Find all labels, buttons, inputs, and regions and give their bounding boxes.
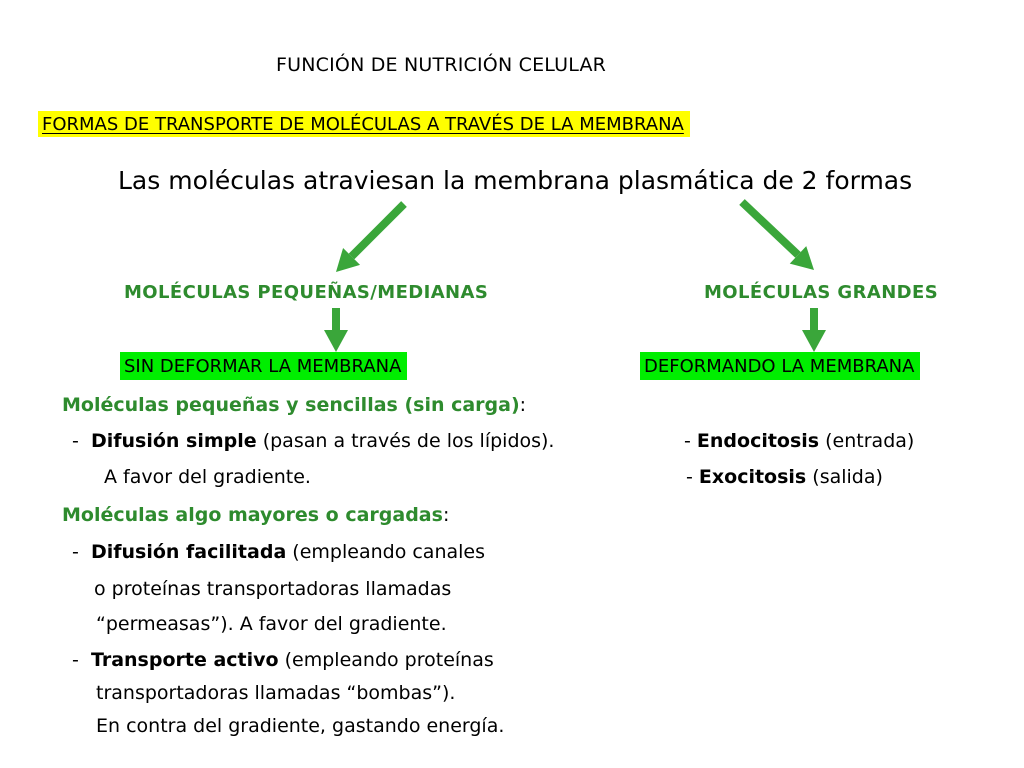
endocytosis-desc: (entrada) [819, 430, 915, 452]
endo-dash: - [684, 430, 691, 452]
simple-diffusion-line [72, 430, 554, 452]
active-transport-desc: (empleando proteínas [278, 649, 494, 671]
facilitated-line3: “permeasas”). A favor del gradiente. [96, 613, 447, 635]
exocytosis-line [686, 466, 883, 488]
mode-without-deforming: SIN DEFORMAR LA MEMBRANA [120, 352, 407, 380]
exo-dash: - [686, 466, 693, 488]
arrow-to-large-shaft [742, 202, 798, 255]
category-small-medium: MOLÉCULAS PEQUEÑAS/MEDIANAS [124, 282, 489, 303]
group1-heading-line [62, 394, 526, 416]
facilitated-dash: - [72, 541, 79, 563]
active-transport-line [72, 649, 494, 671]
active-line2: transportadoras llamadas “bombas”). [96, 682, 456, 704]
endocytosis-line [684, 430, 914, 452]
exocytosis-term: Exocitosis [698, 466, 807, 488]
simple-diffusion-desc: (pasan a través de los lípidos). [256, 430, 555, 452]
facilitated-line2: o proteínas transportadoras llamadas [94, 578, 452, 600]
arrow-to-small-medium-shaft [352, 204, 404, 256]
active-dash: - [72, 649, 79, 671]
arrow-to-without-deforming [324, 308, 348, 352]
facilitated-diffusion-desc: (empleando canales [286, 541, 485, 563]
arrow-to-large [742, 202, 814, 270]
endocytosis-term: Endocitosis [696, 430, 820, 452]
arrow-to-without-deforming-head [324, 330, 348, 352]
active-line3: En contra del gradiente, gastando energía. [96, 715, 505, 737]
category-large: MOLÉCULAS GRANDES [704, 282, 939, 303]
mode-deforming: DEFORMANDO LA MEMBRANA [640, 352, 920, 380]
arrow-to-deforming [802, 308, 826, 352]
group1-heading: Moléculas pequeñas y sencillas (sin carga) [62, 394, 520, 416]
section-subtitle: FORMAS DE TRANSPORTE DE MOLÉCULAS A TRAVÉS DE LA MEMBRANA [38, 111, 690, 137]
arrow-to-deforming-head [802, 330, 826, 352]
facilitated-diffusion-line [72, 541, 485, 563]
simple-diffusion-note: A favor del gradiente. [104, 466, 311, 488]
active-transport-term: Transporte activo [90, 649, 279, 671]
arrow-to-small-medium [336, 204, 404, 272]
group2-heading-line [62, 504, 449, 526]
exocytosis-desc: (salida) [806, 466, 883, 488]
facilitated-diffusion-term: Difusión facilitada [90, 541, 287, 563]
group2-heading: Moléculas algo mayores o cargadas [62, 504, 443, 526]
simple-diffusion-term: Difusión simple [90, 430, 257, 452]
group1-colon: : [519, 394, 527, 416]
intro-sentence: Las moléculas atraviesan la membrana plasmática de 2 formas [118, 166, 913, 195]
simple-dash: - [72, 430, 79, 452]
page-title: FUNCIÓN DE NUTRICIÓN CELULAR [276, 54, 607, 76]
group2-colon: : [442, 504, 450, 526]
